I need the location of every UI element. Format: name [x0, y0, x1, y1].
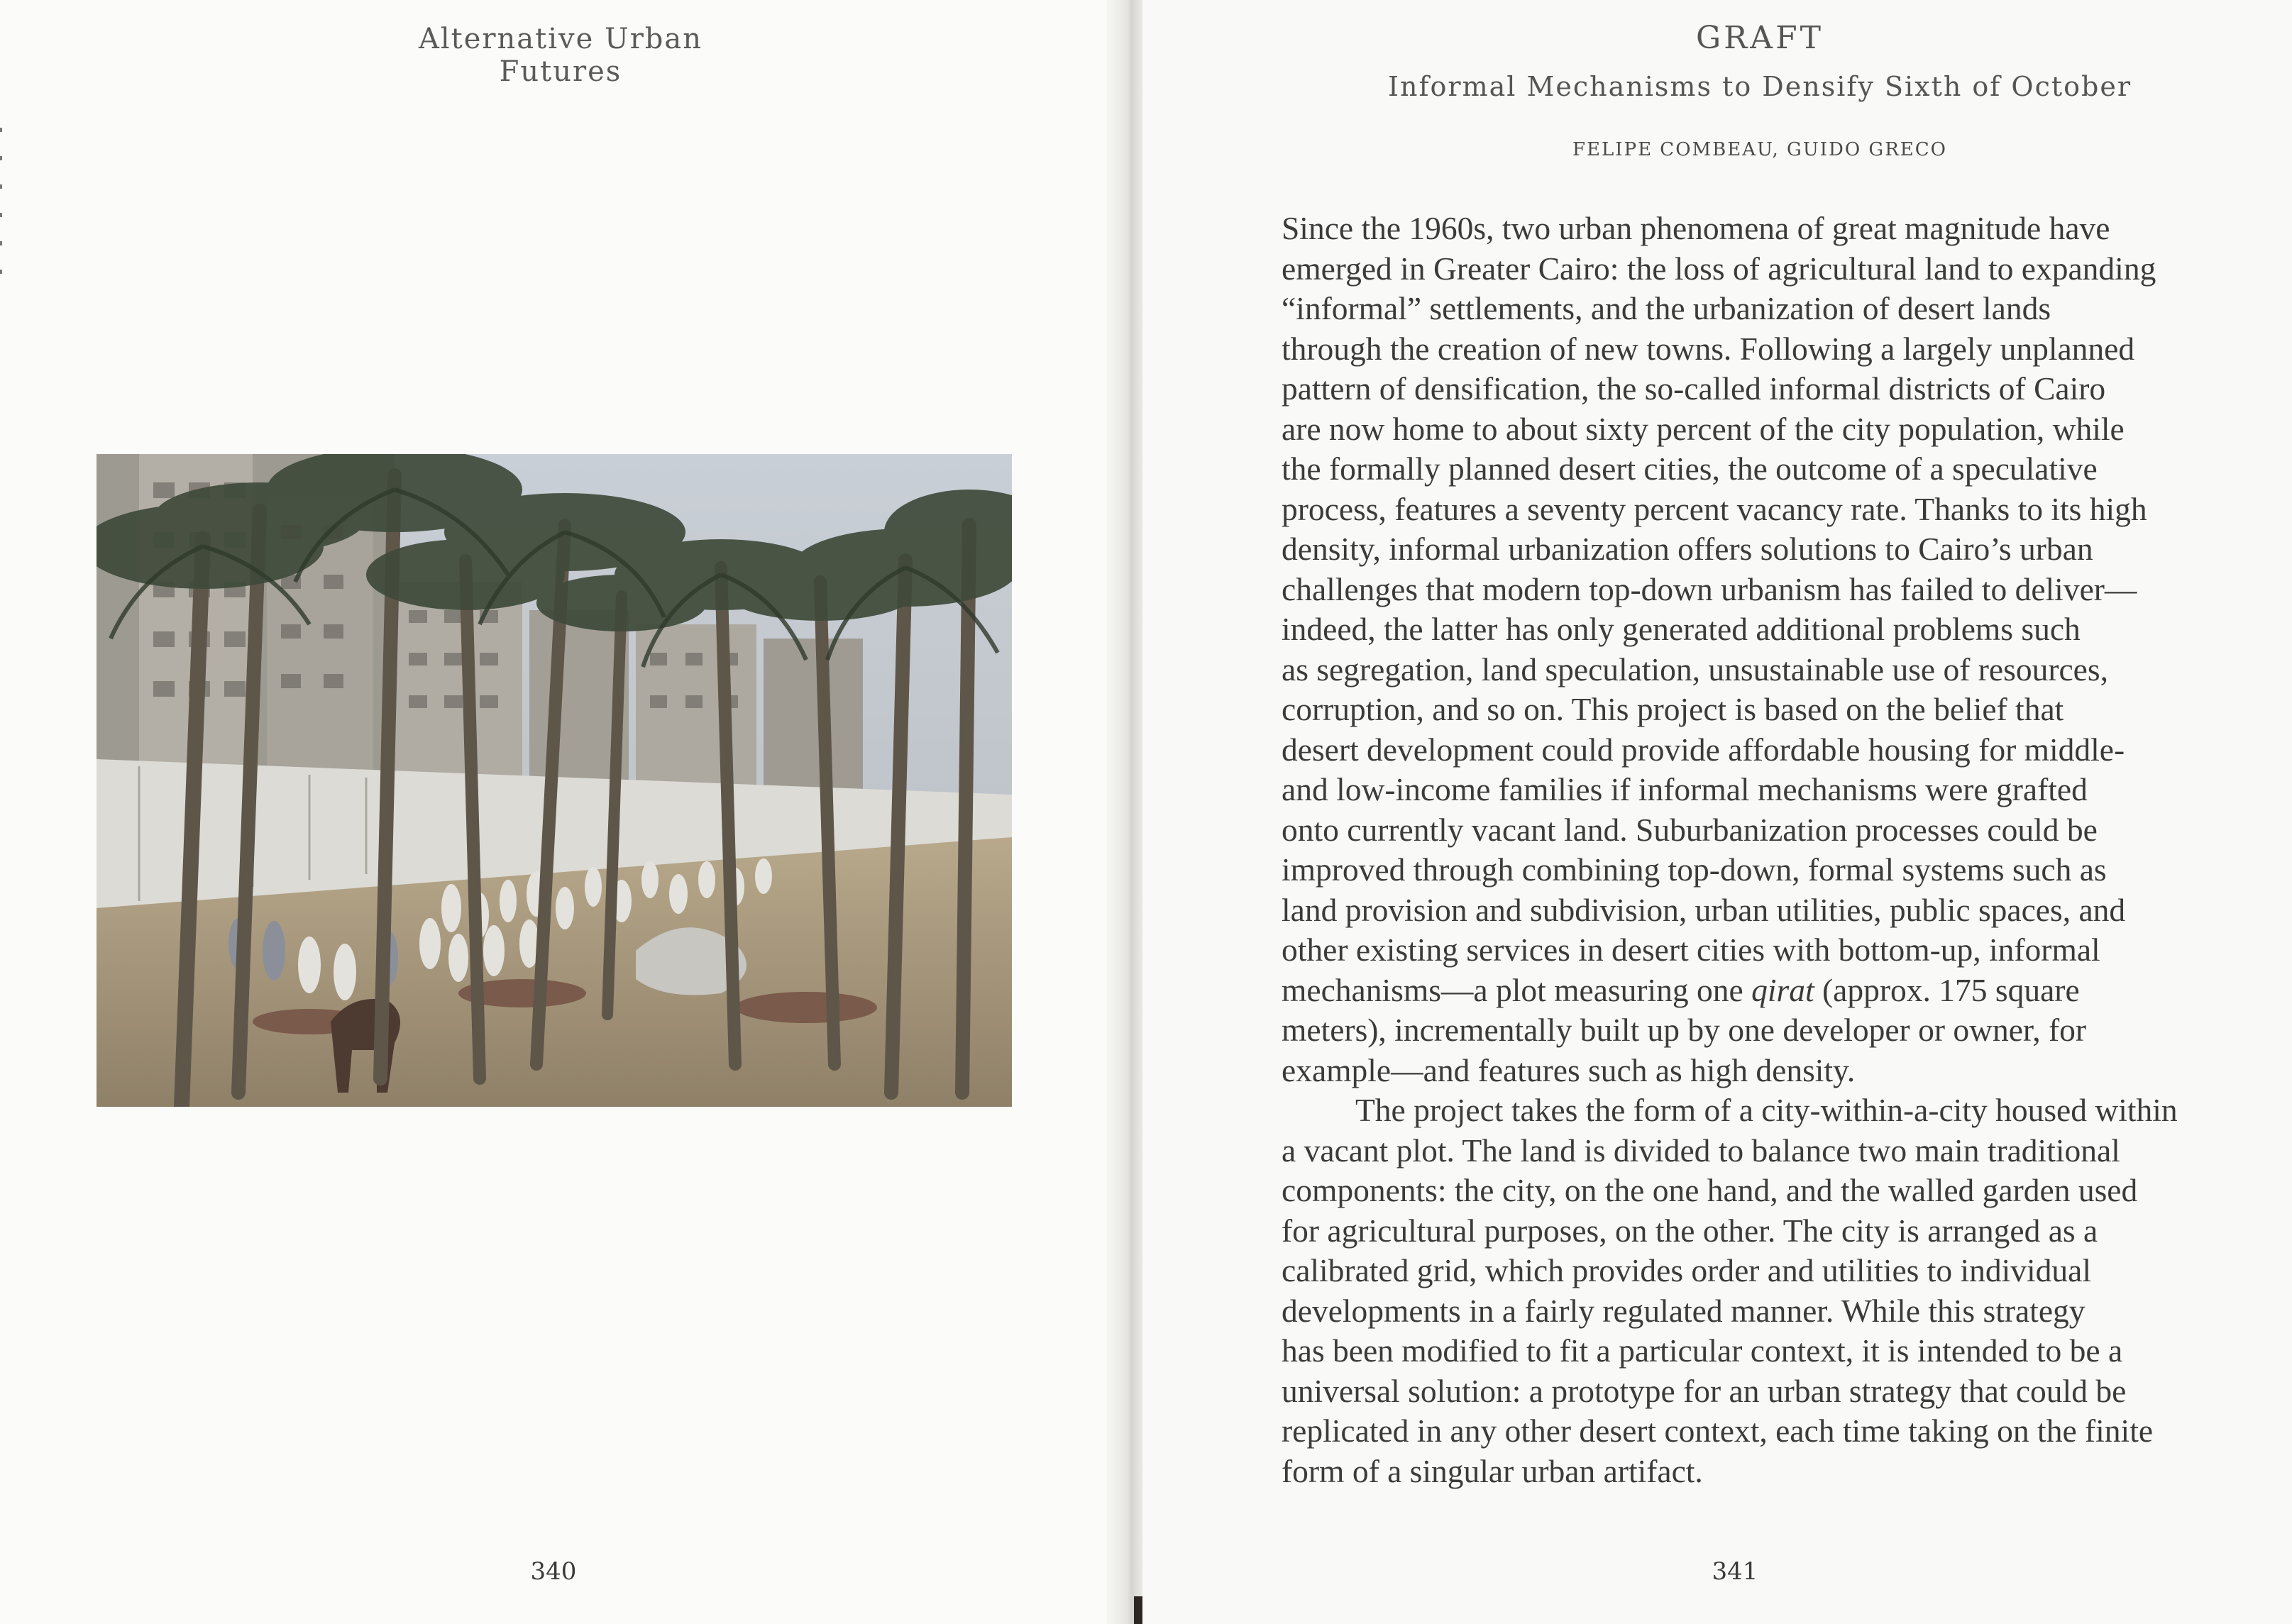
text-line: land provision and subdivision, urban utilities, public spaces, and — [1282, 891, 2126, 928]
text-line: has been modified to fit a particular context, it is intended to be a — [1282, 1332, 2123, 1369]
palm-grove-market-image — [97, 454, 1012, 1107]
text-line: process, features a seventy percent vacancy rate. Thanks to its high — [1282, 490, 2147, 527]
text-fragment: (approx. 175 square — [1814, 971, 2080, 1008]
text-line: the formally planned desert cities, the outcome of a speculative — [1282, 451, 2098, 487]
text-line: for agricultural purposes, on the other. The city is arranged as a — [1282, 1212, 2098, 1249]
left-page — [0, 0, 1128, 1624]
text-fragment: mechanisms—a plot measuring one — [1282, 971, 1752, 1008]
text-line: onto currently vacant land. Suburbanization processes could be — [1282, 811, 2098, 848]
text-line: indeed, the latter has only generated additional problems such — [1282, 611, 2081, 647]
paragraph-1 — [1282, 209, 2204, 1090]
italic-term: qirat — [1751, 971, 1814, 1008]
text-line: a vacant plot. The land is divided to balance two main traditional — [1282, 1132, 2120, 1169]
page-number-left: 340 — [530, 1557, 577, 1586]
page-number-right: 341 — [1712, 1557, 1758, 1586]
text-line: pattern of densification, the so-called informal districts of Cairo — [1282, 370, 2106, 407]
text-line: through the creation of new towns. Following a largely unplanned — [1282, 330, 2135, 367]
text-line: other existing services in desert cities with bottom-up, informal — [1282, 932, 2100, 968]
text-line: improved through combining top-down, formal systems such as — [1282, 851, 2107, 888]
running-head: Alternative Urban Futures — [418, 23, 703, 88]
section-title: GRAFT — [1696, 20, 1824, 56]
collage-illustration — [97, 454, 1012, 1107]
text-line: meters), incrementally built up by one developer or owner, for — [1282, 1012, 2087, 1048]
text-line: universal solution: a prototype for an urban strategy that could be — [1282, 1372, 2127, 1409]
text-line: corruption, and so on. This project is based on the belief that — [1282, 691, 2064, 727]
text-line: as segregation, land speculation, unsustainable use of resources, — [1282, 651, 2108, 687]
text-line: The project takes the form of a city-within-a-city housed within — [1355, 1092, 2178, 1128]
text-line: “informal” settlements, and the urbanization of desert lands — [1282, 290, 2051, 326]
text-line: example—and features such as high density. — [1282, 1051, 1856, 1088]
paragraph-2 — [1282, 1090, 2204, 1491]
text-line — [1282, 971, 2204, 1011]
author-names: FELIPE COMBEAU, GUIDO GRECO — [1572, 139, 1947, 160]
text-line: challenges that modern top-down urbanism has failed to deliver— — [1282, 570, 2137, 607]
text-line: calibrated grid, which provides order and utilities to individual — [1282, 1252, 2092, 1288]
text-line: form of a singular urban artifact. — [1282, 1452, 1703, 1489]
text-line: components: the city, on the one hand, and the walled garden used — [1282, 1172, 2138, 1208]
text-line: are now home to about sixty percent of the city population, while — [1282, 410, 2125, 447]
text-line: and low-income families if informal mechanisms were grafted — [1282, 771, 2088, 807]
article-body — [1282, 209, 2204, 1491]
article-subtitle: Informal Mechanisms to Densify Sixth of October — [1387, 71, 2132, 102]
text-line: developments in a fairly regulated manner. While this strategy — [1282, 1292, 2086, 1329]
page-edge-marks — [0, 128, 2, 284]
text-line: desert development could provide affordable housing for middle- — [1282, 731, 2125, 768]
text-line: emerged in Greater Cairo: the loss of agricultural land to expanding — [1282, 250, 2156, 287]
text-line: Since the 1960s, two urban phenomena of great magnitude have — [1282, 210, 2110, 246]
text-line: replicated in any other desert context, each time taking on the finite — [1282, 1413, 2154, 1449]
text-line: density, informal urbanization offers solutions to Cairo’s urban — [1282, 531, 2093, 567]
